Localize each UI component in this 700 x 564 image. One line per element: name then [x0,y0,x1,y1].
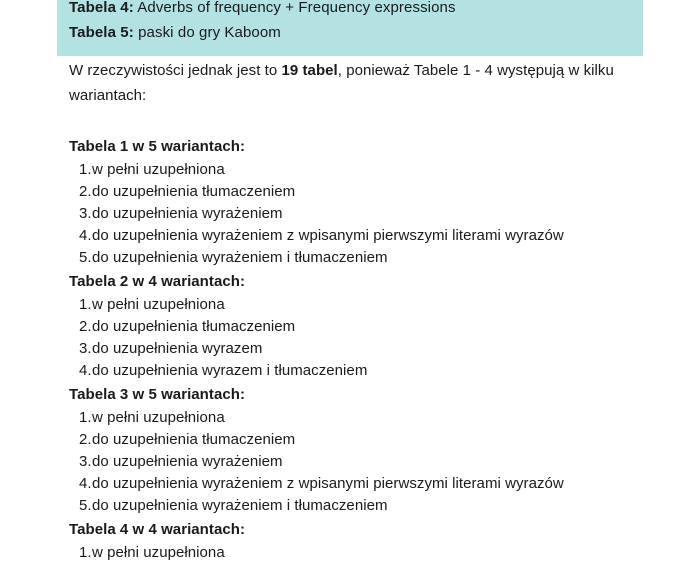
variant-section-1 [69,134,635,269]
section-heading: Tabela 4 w 4 wariantach: [69,521,245,538]
list-item-label: w pełni uzupełniona [92,544,225,561]
list-item [69,429,635,451]
section-heading: Tabela 1 w 5 wariantach: [69,138,245,155]
list-item-label: do uzupełnienia tłumaczeniem [92,431,296,448]
list-item-number: 3. [79,340,92,357]
variant-list [69,159,635,269]
list-item [69,407,635,429]
list-item-number: 2. [79,431,92,448]
list-item-number: 3. [79,453,92,470]
list-item-label: do uzupełnienia tłumaczeniem [92,183,296,200]
list-item-label: do uzupełnienia wyrażeniem i tłumaczeniem [92,497,388,514]
list-item [69,159,635,181]
section-heading: Tabela 2 w 4 wariantach: [69,273,245,290]
intro-paragraph [69,58,635,108]
highlight-line [57,0,643,20]
highlight-line-label: Tabela 5: [69,24,134,41]
list-item [69,473,635,495]
list-item [69,181,635,203]
list-item-number: 5. [79,497,92,514]
list-item [69,360,635,382]
highlighted-tables-block [57,0,643,56]
list-item-label: do uzupełnienia wyrazem [92,340,263,357]
list-item-label: w pełni uzupełniona [92,296,225,313]
list-item-number: 1. [79,296,92,313]
intro-paragraph-part-2: , ponieważ Tabele 1 - 4 występują w kilku wariantach: [69,62,614,104]
variant-list [69,407,635,517]
list-item [69,225,635,247]
list-item-number: 1. [79,409,92,426]
list-item [69,247,635,269]
list-item [69,451,635,473]
highlight-line-label: Tabela 4: [69,0,134,16]
list-item [69,316,635,338]
highlight-line-text: Adverbs of frequency + Frequency expressions [137,0,456,16]
list-item [69,495,635,517]
highlight-line-text: paski do gry Kaboom [138,24,281,41]
list-item-number: 2. [79,183,92,200]
list-item [69,542,635,564]
intro-paragraph-bold: 19 tabel [281,62,338,79]
list-item [69,338,635,360]
list-item-label: do uzupełnienia tłumaczeniem [92,318,296,335]
list-item-label: do uzupełnienia wyrażeniem z wpisanymi pierwszymi literami wyrazów [92,475,564,492]
section-heading: Tabela 3 w 5 wariantach: [69,386,245,403]
list-item-label: do uzupełnienia wyrażeniem z wpisanymi pierwszymi literami wyrazów [92,227,564,244]
variant-section-2 [69,269,635,382]
variant-list [69,294,635,382]
list-item-label: do uzupełnienia wyrażeniem i tłumaczeniem [92,249,388,266]
document-content [69,58,635,564]
variant-section-3 [69,382,635,517]
list-item-label: w pełni uzupełniona [92,409,225,426]
list-item-label: w pełni uzupełniona [92,161,225,178]
list-item-label: do uzupełnienia wyrazem i tłumaczeniem [92,362,368,379]
list-item [69,294,635,316]
list-item-number: 4. [79,475,92,492]
list-item-number: 4. [79,227,92,244]
list-item-label: do uzupełnienia wyrażeniem [92,453,283,470]
list-item-number: 5. [79,249,92,266]
list-item-number: 3. [79,205,92,222]
list-item-number: 1. [79,161,92,178]
variant-section-4 [69,517,635,564]
list-item-number: 2. [79,318,92,335]
list-item-number: 1. [79,544,92,561]
highlight-line [57,20,643,56]
list-item-number: 4. [79,362,92,379]
list-item [69,203,635,225]
variant-list [69,542,635,564]
intro-paragraph-part-1: W rzeczywistości jednak jest to [69,62,282,79]
list-item-label: do uzupełnienia wyrażeniem [92,205,283,222]
